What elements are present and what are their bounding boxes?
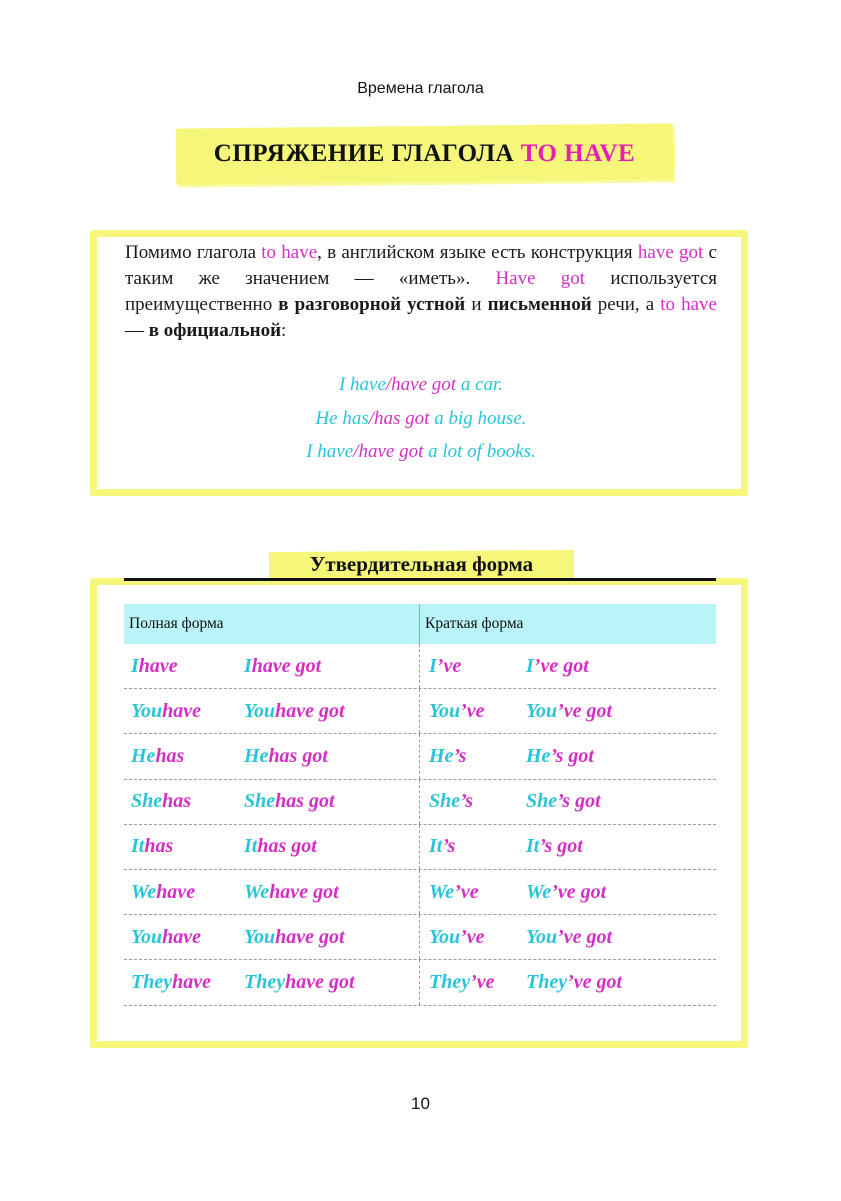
pronoun: You [429,699,461,722]
intro-text-2: , в английском языке есть конструкция [317,242,638,263]
cell-full-form-short-verb [124,689,244,733]
pronoun: It [244,835,258,858]
example-separator: / [353,441,359,462]
intro-text-1: Помимо глагола [125,242,262,263]
verb-form: ’ve [436,654,462,677]
verb-form: have got [285,970,355,993]
pronoun: I [244,654,252,677]
verb-form: have [138,654,178,677]
intro-bold-spoken: в разговорной устной [278,294,466,315]
pronoun: He [131,744,156,767]
verb-form: ’ve [454,880,479,903]
cell-short-form-got [526,689,716,733]
verb-form: ’s got [557,790,601,813]
pronoun: I [131,654,139,677]
table-row [124,915,716,960]
page-title-accent: TO HAVE [520,140,636,167]
cell-full-form-have-got [244,780,420,824]
verb-form: ’s [460,790,474,813]
pronoun: They [131,970,173,993]
verb-form: ’ve got [551,880,607,903]
cell-short-form-contraction [420,644,526,688]
example-form-a: He has [315,407,369,429]
table-row [124,689,716,734]
verb-form: ’ve got [557,925,613,948]
table-row [124,644,716,689]
verb-form: ’s got [550,744,594,767]
cell-short-form-contraction [420,689,526,733]
verb-form: ’ve got [557,699,613,722]
intro-term-to-have-2: to have [660,294,717,315]
verb-form: have got [275,925,345,948]
pronoun: She [429,790,461,813]
cell-full-form-short-verb [124,870,244,914]
intro-text-6: речи, а [591,294,661,315]
cell-full-form-have-got [244,870,420,914]
pronoun: It [429,835,443,858]
pronoun: You [244,925,276,948]
verb-form: has [162,790,192,813]
verb-form: have [172,970,211,993]
example-rest: a lot of books. [423,441,536,462]
cell-short-form-got [526,960,716,1004]
verb-form: have got [269,880,339,903]
verb-form: has got [257,835,317,858]
table-row [124,780,716,825]
pronoun: She [526,790,558,813]
cell-full-form-have-got [244,644,420,688]
pronoun: We [429,880,455,903]
cell-full-form-have-got [244,825,420,869]
page-number: 10 [411,1094,430,1113]
verb-form: have got [275,699,345,722]
examples-block [125,368,717,469]
intro-bold-official: в официальной [148,320,282,341]
example-separator: / [368,407,375,429]
cell-short-form-got [526,915,716,959]
verb-form: has got [275,790,335,813]
table-row [124,870,716,915]
pronoun: They [244,970,286,993]
pronoun: You [131,699,163,722]
section-title: Утвердительная форма [309,552,534,576]
cell-short-form-contraction [420,734,526,778]
intro-text-4: используется преимущественно [125,268,717,315]
verb-form: ’ve [460,925,485,948]
pronoun: It [526,835,540,858]
intro-text-7: — [125,320,149,341]
pronoun: He [526,744,551,767]
cell-short-form-got [526,825,716,869]
example-line [125,435,717,469]
intro-bold-written: письменной [487,294,592,315]
example-rest: a car. [456,374,504,395]
example-form-a: I have [306,441,354,462]
cell-full-form-short-verb [124,644,244,688]
verb-form: has [144,835,174,858]
table-body [124,644,716,1006]
verb-form: ’s [442,835,456,858]
pronoun: You [526,925,558,948]
example-rest: a big house. [429,407,527,429]
section-rule [124,578,716,581]
intro-term-to-have: to have [261,242,318,263]
table-row [124,734,716,779]
cell-full-form-short-verb [124,734,244,778]
header-short-form: Краткая форма [425,615,524,632]
verb-form: have got [251,654,322,677]
pronoun: She [131,790,163,813]
conjugation-table [124,604,716,1006]
pronoun: It [131,835,145,858]
verb-form: ’s got [539,835,583,858]
example-form-a: I have [338,374,386,395]
cell-full-form-have-got [244,734,420,778]
table-header [124,604,716,644]
page-title [176,140,673,168]
verb-form: have [162,699,202,722]
verb-form: has got [268,744,328,767]
cell-full-form-short-verb [124,825,244,869]
cell-short-form-got [526,780,716,824]
cell-full-form-short-verb [124,780,244,824]
pronoun: We [526,880,552,903]
pronoun: We [131,880,157,903]
cell-short-form-contraction [420,825,526,869]
cell-full-form-have-got [244,960,420,1004]
cell-short-form-got [526,644,716,688]
example-form-b: have got [358,441,424,462]
cell-short-form-contraction [420,780,526,824]
pronoun: She [244,790,276,813]
intro-text-5: и [465,294,488,315]
pronoun: I [429,654,437,677]
verb-form: ’ve got [533,654,589,677]
example-line [125,402,717,436]
pronoun: I [526,654,534,677]
pronoun: You [131,925,163,948]
intro-paragraph [125,240,717,344]
cell-short-form-contraction [420,915,526,959]
example-form-b: have got [391,374,457,395]
cell-short-form-got [526,734,716,778]
intro-text-8: : [281,320,287,341]
intro-term-have-got: have got [637,242,704,263]
page-title-main: СПРЯЖЕНИЕ ГЛАГОЛА [213,140,521,167]
pronoun: You [429,925,461,948]
pronoun: They [526,970,568,993]
example-line [125,368,717,402]
pronoun: We [244,880,270,903]
table-row [124,825,716,870]
cell-full-form-short-verb [124,960,244,1004]
pronoun: He [429,744,454,767]
intro-text-3: с таким же значением — «иметь». [125,242,717,289]
cell-full-form-have-got [244,915,420,959]
cell-short-form-contraction [420,870,526,914]
header-full-form: Полная форма [124,604,420,644]
pronoun: You [526,699,558,722]
pronoun: You [244,699,276,722]
example-separator: / [385,374,392,395]
cell-short-form-got [526,870,716,914]
verb-form: has [155,744,185,767]
pronoun: They [429,970,471,993]
verb-form: ’ve [470,970,495,993]
verb-form: ’ve [460,699,485,722]
verb-form: ’s [453,744,467,767]
table-row [124,960,716,1005]
example-form-b: has got [374,407,430,429]
cell-short-form-contraction [420,960,526,1004]
verb-form: have [156,880,196,903]
intro-term-have-got-2: Have got [495,268,586,289]
running-header: Времена глагола [357,80,484,97]
verb-form: have [162,925,202,948]
cell-full-form-have-got [244,689,420,733]
cell-full-form-short-verb [124,915,244,959]
pronoun: He [244,744,269,767]
verb-form: ’ve got [567,970,623,993]
